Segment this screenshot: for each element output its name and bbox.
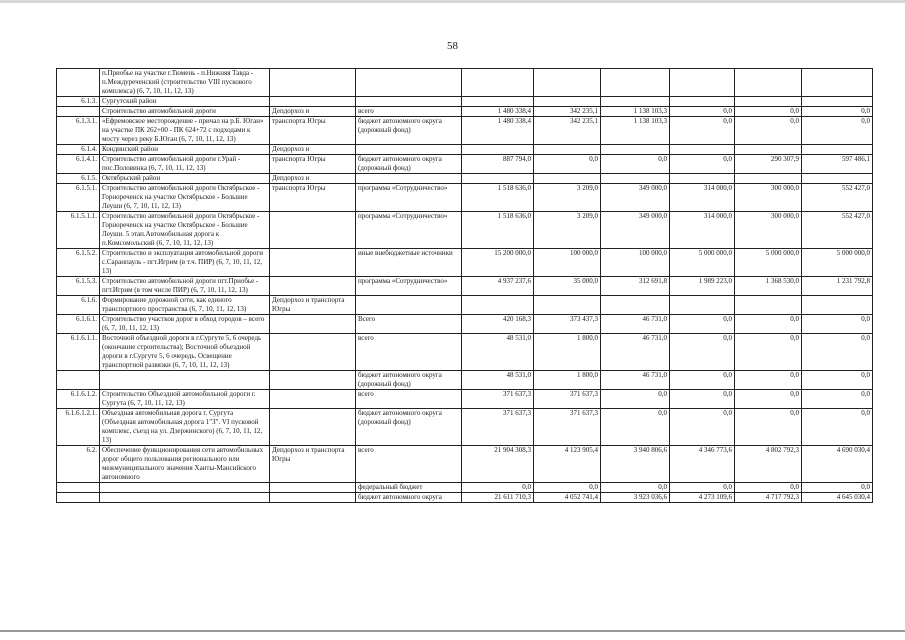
table-row [57, 277, 873, 296]
year1-cell: 342 235,1 [534, 107, 601, 117]
year1-cell: 371 637,3 [534, 409, 601, 446]
total-cell: 4 937 237,6 [462, 277, 534, 296]
code-cell: 6.1.6.1.2.1. [57, 409, 100, 446]
customer-cell: Депдорхоз и [270, 174, 356, 184]
source-cell: Всего [356, 315, 462, 334]
source-cell: всего [356, 446, 462, 483]
year4-cell: 0,0 [735, 371, 802, 390]
year2-cell: 46 731,0 [601, 371, 670, 390]
name-cell: Строительство Объездной автомобильной дороги г. Сургута (6, 7, 10, 11, 12, 13) [100, 390, 270, 409]
year3-cell: 0,0 [670, 117, 735, 145]
customer-cell: Депдорхоз и [270, 107, 356, 117]
source-cell: программа «Сотрудничество» [356, 277, 462, 296]
year4-cell [735, 296, 802, 315]
year2-cell [601, 69, 670, 97]
total-cell: 1 518 636,0 [462, 184, 534, 212]
name-cell: «Ефремовское месторождение - причал на р.Б. Юган» на участке ПК 262+00 - ПК 624+72 с подходами к мосту через реку Б.Юган (6, 7, 10, 11, 12, 13) [100, 117, 270, 145]
customer-cell: Депдорхоз и [270, 145, 356, 155]
year1-cell: 3 209,0 [534, 212, 601, 249]
total-cell [462, 145, 534, 155]
code-cell: 6.1.4. [57, 145, 100, 155]
year4-cell: 0,0 [735, 315, 802, 334]
year2-cell [601, 174, 670, 184]
name-cell: Строительство и эксплуатация автомобильной дороги с.Саранпауль - пгт.Игрим (в т.ч. ПИР) (6, 7, 10, 11, 12, 13) [100, 249, 270, 277]
customer-cell [270, 493, 356, 503]
year2-cell: 3 940 806,6 [601, 446, 670, 483]
year3-cell [670, 174, 735, 184]
total-cell: 15 200 000,0 [462, 249, 534, 277]
year2-cell: 349 000,0 [601, 184, 670, 212]
table-row [57, 446, 873, 483]
total-cell: 1 480 338,4 [462, 117, 534, 145]
year5-cell: 0,0 [802, 390, 873, 409]
year4-cell: 4 802 792,3 [735, 446, 802, 483]
page-number: 58 [447, 40, 458, 52]
code-cell [57, 483, 100, 493]
source-cell: бюджет автономного округа [356, 493, 462, 503]
customer-cell [270, 483, 356, 493]
table-row [57, 390, 873, 409]
year5-cell [802, 97, 873, 107]
source-cell [356, 174, 462, 184]
total-cell: 0,0 [462, 483, 534, 493]
table-row [57, 371, 873, 390]
source-cell [356, 145, 462, 155]
year4-cell: 300 000,0 [735, 212, 802, 249]
name-cell: Октябрьский район [100, 174, 270, 184]
year5-cell: 597 486,1 [802, 155, 873, 174]
year5-cell: 5 000 000,0 [802, 249, 873, 277]
total-cell: 48 531,0 [462, 371, 534, 390]
name-cell [100, 371, 270, 390]
year1-cell: 4 052 741,4 [534, 493, 601, 503]
customer-cell: Депдорхоз и транспорта Югры [270, 446, 356, 483]
year4-cell: 0,0 [735, 409, 802, 446]
year1-cell [534, 97, 601, 107]
year5-cell [802, 69, 873, 97]
year1-cell [534, 145, 601, 155]
code-cell: 6.1.3. [57, 97, 100, 107]
year4-cell: 1 368 530,0 [735, 277, 802, 296]
year3-cell [670, 69, 735, 97]
source-cell: бюджет автономного округа (дорожный фонд) [356, 371, 462, 390]
name-cell: Строительство участков дорог в обход городов – всего (6, 7, 10, 11, 12, 13) [100, 315, 270, 334]
source-cell [356, 69, 462, 97]
table-row [57, 69, 873, 97]
scan-top-edge [0, 0, 905, 3]
name-cell: п.Приобье на участке г.Тюмень - п.Нижняя Тавда - п.Междуреченский (строительство VIII пускового комплекса) (6, 7, 10, 11, 12, 13) [100, 69, 270, 97]
year1-cell: 1 800,0 [534, 371, 601, 390]
total-cell: 371 637,3 [462, 390, 534, 409]
source-cell: всего [356, 390, 462, 409]
year2-cell: 0,0 [601, 390, 670, 409]
year5-cell: 0,0 [802, 371, 873, 390]
year4-cell: 4 717 792,3 [735, 493, 802, 503]
total-cell [462, 69, 534, 97]
year5-cell: 0,0 [802, 117, 873, 145]
code-cell: 6.2. [57, 446, 100, 483]
year3-cell: 0,0 [670, 315, 735, 334]
year2-cell: 0,0 [601, 409, 670, 446]
year5-cell: 1 231 792,8 [802, 277, 873, 296]
year3-cell: 0,0 [670, 483, 735, 493]
year1-cell [534, 174, 601, 184]
year3-cell: 314 000,0 [670, 212, 735, 249]
code-cell: 6.1.6.1. [57, 315, 100, 334]
code-cell [57, 69, 100, 97]
table-row [57, 493, 873, 503]
total-cell: 1 480 338,4 [462, 107, 534, 117]
customer-cell [270, 315, 356, 334]
year3-cell: 5 000 000,0 [670, 249, 735, 277]
year1-cell: 373 437,3 [534, 315, 601, 334]
year5-cell: 0,0 [802, 107, 873, 117]
year5-cell [802, 145, 873, 155]
year3-cell: 4 346 773,6 [670, 446, 735, 483]
table-row [57, 107, 873, 117]
year2-cell: 46 731,0 [601, 334, 670, 371]
year5-cell: 552 427,0 [802, 184, 873, 212]
code-cell: 6.1.5.1. [57, 184, 100, 212]
code-cell: 6.1.5.1.1. [57, 212, 100, 249]
year1-cell: 342 235,1 [534, 117, 601, 145]
customer-cell [270, 334, 356, 371]
code-cell: 6.1.6. [57, 296, 100, 315]
code-cell [57, 107, 100, 117]
customer-cell [270, 390, 356, 409]
year2-cell: 312 691,8 [601, 277, 670, 296]
year4-cell: 0,0 [735, 390, 802, 409]
code-cell: 6.1.5.3. [57, 277, 100, 296]
table-row [57, 155, 873, 174]
customer-cell [270, 277, 356, 296]
year5-cell: 0,0 [802, 409, 873, 446]
year5-cell: 0,0 [802, 334, 873, 371]
year2-cell [601, 97, 670, 107]
year3-cell: 0,0 [670, 371, 735, 390]
customer-cell: транспорта Югры [270, 155, 356, 174]
year4-cell [735, 69, 802, 97]
year1-cell: 3 209,0 [534, 184, 601, 212]
source-cell [356, 97, 462, 107]
total-cell: 21 611 710,3 [462, 493, 534, 503]
year5-cell [802, 174, 873, 184]
year3-cell: 0,0 [670, 409, 735, 446]
year5-cell: 552 427,0 [802, 212, 873, 249]
year5-cell: 4 690 030,4 [802, 446, 873, 483]
customer-cell [270, 371, 356, 390]
year1-cell: 35 000,0 [534, 277, 601, 296]
name-cell [100, 483, 270, 493]
total-cell: 21 904 308,3 [462, 446, 534, 483]
source-cell [356, 296, 462, 315]
year1-cell [534, 69, 601, 97]
year1-cell: 100 000,0 [534, 249, 601, 277]
total-cell: 1 518 636,0 [462, 212, 534, 249]
table-row [57, 334, 873, 371]
customer-cell [270, 97, 356, 107]
code-cell [57, 371, 100, 390]
source-cell: иные внебюджетные источники [356, 249, 462, 277]
year4-cell: 290 307,9 [735, 155, 802, 174]
total-cell: 887 794,0 [462, 155, 534, 174]
year4-cell [735, 174, 802, 184]
scan-bottom-edge [0, 630, 905, 632]
source-cell: бюджет автономного округа (дорожный фонд) [356, 155, 462, 174]
name-cell: Строительство автомобильной дороги пгт.Приобье - пгт.Игрим (в том числе ПИР) (6, 7, 10, 11, 12, 13) [100, 277, 270, 296]
customer-cell: транспорта Югры [270, 184, 356, 212]
name-cell: Строительство автомобильной дороги Октябрьское - Горнореченск на участке Октябрьское - Большие Леуши. 5 этап.Автомобильная дорога к п.Комсомольский (6, 7, 10, 11, 12, 13) [100, 212, 270, 249]
name-cell: Обеспечение функционирования сети автомобильных дорог общего пользования регионального или межмуниципального значения Ханты-Мансийского автономного [100, 446, 270, 483]
year2-cell: 100 000,0 [601, 249, 670, 277]
total-cell [462, 174, 534, 184]
year3-cell: 0,0 [670, 390, 735, 409]
name-cell: Строительство автомобильной дороги г.Урай - пос.Половинка (6, 7, 10, 11, 12, 13) [100, 155, 270, 174]
total-cell: 371 637,3 [462, 409, 534, 446]
year3-cell: 4 273 109,6 [670, 493, 735, 503]
table-row [57, 174, 873, 184]
year4-cell [735, 145, 802, 155]
table-row [57, 249, 873, 277]
table-row [57, 145, 873, 155]
total-cell: 420 168,3 [462, 315, 534, 334]
year2-cell [601, 145, 670, 155]
table-row [57, 315, 873, 334]
customer-cell [270, 249, 356, 277]
table-row [57, 212, 873, 249]
customer-cell: транспорта Югры [270, 117, 356, 145]
year4-cell: 0,0 [735, 334, 802, 371]
year1-cell: 0,0 [534, 155, 601, 174]
year3-cell: 314 000,0 [670, 184, 735, 212]
year2-cell: 349 000,0 [601, 212, 670, 249]
year2-cell: 46 731,0 [601, 315, 670, 334]
name-cell: Формирование дорожной сети, как единого транспортного пространства (6, 7, 10, 11, 12, 13) [100, 296, 270, 315]
name-cell: Сургутский район [100, 97, 270, 107]
table-row [57, 296, 873, 315]
name-cell: Строительство автомобильной дороги [100, 107, 270, 117]
table-row [57, 483, 873, 493]
name-cell [100, 493, 270, 503]
year5-cell: 0,0 [802, 483, 873, 493]
year4-cell: 300 000,0 [735, 184, 802, 212]
source-cell: программа «Сотрудничество» [356, 184, 462, 212]
year5-cell [802, 296, 873, 315]
source-cell: федеральный бюджет [356, 483, 462, 493]
customer-cell [270, 69, 356, 97]
code-cell: 6.1.6.1.2. [57, 390, 100, 409]
source-cell: всего [356, 334, 462, 371]
year5-cell: 4 645 030,4 [802, 493, 873, 503]
code-cell: 6.1.3.1. [57, 117, 100, 145]
code-cell [57, 493, 100, 503]
source-cell: бюджет автономного округа (дорожный фонд) [356, 117, 462, 145]
year3-cell: 0,0 [670, 155, 735, 174]
year2-cell: 1 138 103,3 [601, 107, 670, 117]
name-cell: Восточной объездной дороги в г.Сургуте 5, 6 очередь (окончание строительства); Восточной объездной дороги в г.Сургуте 5, 6 очередь. Освещение транспортной развязки (6, 7, 10, 11, 12, 13) [100, 334, 270, 371]
year2-cell: 1 138 103,3 [601, 117, 670, 145]
customer-cell [270, 212, 356, 249]
customer-cell [270, 409, 356, 446]
year1-cell: 371 637,3 [534, 390, 601, 409]
year4-cell [735, 97, 802, 107]
year4-cell: 0,0 [735, 483, 802, 493]
customer-cell: Депдорхоз и транспорта Югры [270, 296, 356, 315]
year1-cell: 4 123 905,4 [534, 446, 601, 483]
year3-cell: 0,0 [670, 107, 735, 117]
table-body [57, 69, 873, 503]
code-cell: 6.1.6.1.1. [57, 334, 100, 371]
year3-cell [670, 97, 735, 107]
year2-cell: 0,0 [601, 155, 670, 174]
name-cell: Строительство автомобильной дороги Октябрьское - Горнореченск на участке Октябрьское - Большие Леуши (6, 7, 10, 11, 12, 13) [100, 184, 270, 212]
year3-cell: 0,0 [670, 334, 735, 371]
code-cell: 6.1.5.2. [57, 249, 100, 277]
total-cell [462, 296, 534, 315]
source-cell: бюджет автономного округа (дорожный фонд) [356, 409, 462, 446]
year3-cell [670, 145, 735, 155]
year1-cell [534, 296, 601, 315]
table-row [57, 184, 873, 212]
year1-cell: 1 800,0 [534, 334, 601, 371]
year4-cell: 0,0 [735, 117, 802, 145]
year2-cell [601, 296, 670, 315]
program-table [56, 68, 873, 503]
year2-cell: 0,0 [601, 483, 670, 493]
source-cell: программа «Сотрудничество» [356, 212, 462, 249]
year5-cell: 0,0 [802, 315, 873, 334]
total-cell: 48 531,0 [462, 334, 534, 371]
source-cell: всего [356, 107, 462, 117]
name-cell: Объездная автомобильная дорога г. Сургута (Объездная автомобильная дорога 1"З". VI пусковой комплекс, съезд на ул. Дзержинского) (6, 7, 10, 11, 12, 13) [100, 409, 270, 446]
year4-cell: 5 000 000,0 [735, 249, 802, 277]
year2-cell: 3 923 036,6 [601, 493, 670, 503]
year1-cell: 0,0 [534, 483, 601, 493]
name-cell: Кондинский район [100, 145, 270, 155]
table-row [57, 117, 873, 145]
table-row [57, 409, 873, 446]
year3-cell [670, 296, 735, 315]
code-cell: 6.1.4.1. [57, 155, 100, 174]
year3-cell: 1 989 223,0 [670, 277, 735, 296]
year4-cell: 0,0 [735, 107, 802, 117]
total-cell [462, 97, 534, 107]
table-row [57, 97, 873, 107]
code-cell: 6.1.5. [57, 174, 100, 184]
